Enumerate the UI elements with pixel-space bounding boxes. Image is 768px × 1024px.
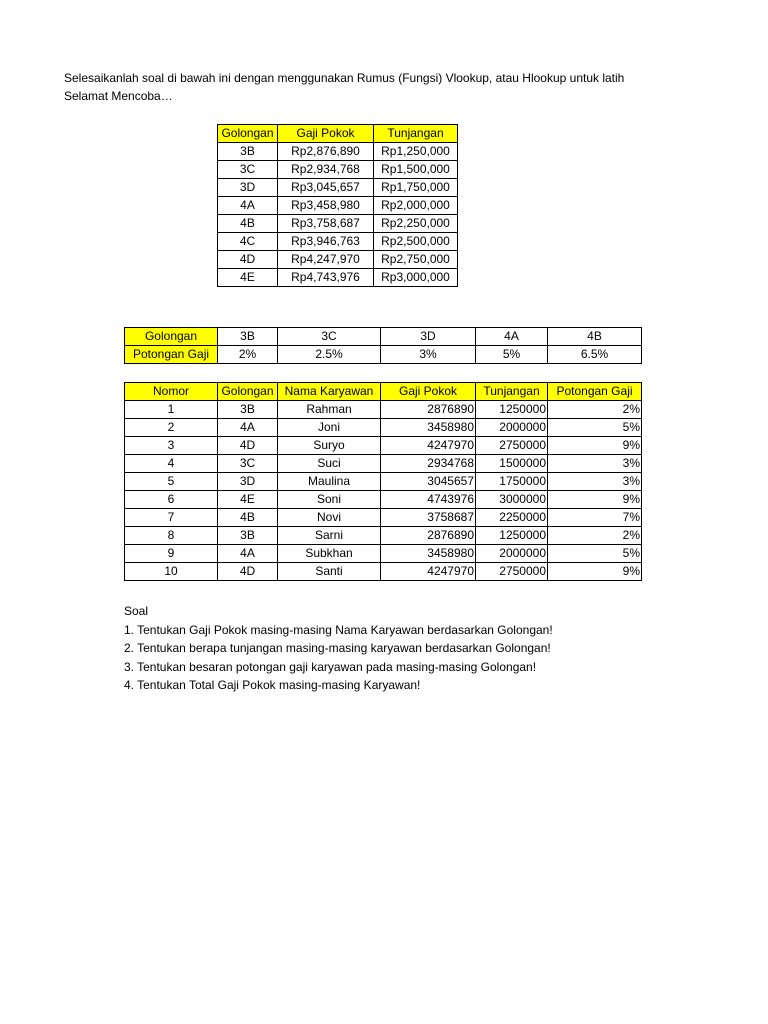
- cell[interactable]: 3%: [548, 473, 642, 491]
- instruction-line: Selamat Mencoba…: [64, 89, 173, 103]
- table-row: [125, 346, 642, 364]
- table-header-row: [125, 383, 642, 401]
- cell[interactable]: Rp3,458,980: [278, 197, 374, 215]
- cell[interactable]: 1250000: [476, 527, 548, 545]
- cell[interactable]: Novi: [278, 509, 381, 527]
- cell[interactable]: 2%: [218, 346, 278, 364]
- question-item: 4. Tentukan Total Gaji Pokok masing-masing Karyawan!: [124, 678, 421, 692]
- cell[interactable]: 4D: [218, 563, 278, 581]
- cell[interactable]: Rp2,876,890: [278, 143, 374, 161]
- table-row: [125, 473, 642, 491]
- deduction-reference-table: [124, 327, 642, 364]
- cell[interactable]: 3B: [218, 401, 278, 419]
- cell[interactable]: Rp2,750,000: [374, 251, 458, 269]
- cell[interactable]: 3458980: [381, 545, 476, 563]
- cell[interactable]: 2%: [548, 401, 642, 419]
- cell[interactable]: 2250000: [476, 509, 548, 527]
- cell[interactable]: 2876890: [381, 527, 476, 545]
- header-cell[interactable]: Tunjangan: [476, 383, 548, 401]
- cell[interactable]: 3: [125, 437, 218, 455]
- cell[interactable]: 4A: [218, 197, 278, 215]
- cell[interactable]: 5%: [548, 545, 642, 563]
- cell[interactable]: Rp1,500,000: [374, 161, 458, 179]
- cell[interactable]: 4E: [218, 269, 278, 287]
- table-row: [218, 251, 458, 269]
- table-row: [125, 419, 642, 437]
- header-cell[interactable]: Nomor: [125, 383, 218, 401]
- table-row: [218, 143, 458, 161]
- cell[interactable]: 4B: [548, 328, 642, 346]
- table-row: [125, 491, 642, 509]
- cell[interactable]: 3C: [278, 328, 381, 346]
- header-cell[interactable]: Gaji Pokok: [381, 383, 476, 401]
- cell[interactable]: 4A: [218, 545, 278, 563]
- cell[interactable]: 3C: [218, 455, 278, 473]
- cell[interactable]: 2000000: [476, 545, 548, 563]
- cell[interactable]: Rp2,250,000: [374, 215, 458, 233]
- table-row: [218, 161, 458, 179]
- row-label-cell[interactable]: Potongan Gaji: [125, 346, 218, 364]
- instructions: [64, 69, 648, 105]
- table-row: [218, 233, 458, 251]
- cell[interactable]: Sarni: [278, 527, 381, 545]
- cell[interactable]: 4A: [476, 328, 548, 346]
- cell[interactable]: 3D: [218, 473, 278, 491]
- table-row: [125, 455, 642, 473]
- cell[interactable]: 3758687: [381, 509, 476, 527]
- cell[interactable]: 1750000: [476, 473, 548, 491]
- header-cell[interactable]: Potongan Gaji: [548, 383, 642, 401]
- cell[interactable]: 3000000: [476, 491, 548, 509]
- cell[interactable]: Joni: [278, 419, 381, 437]
- cell[interactable]: Rp2,500,000: [374, 233, 458, 251]
- cell[interactable]: 3B: [218, 527, 278, 545]
- cell[interactable]: Rahman: [278, 401, 381, 419]
- question-item: 3. Tentukan besaran potongan gaji karyawan pada masing-masing Golongan!: [124, 659, 537, 674]
- cell[interactable]: Rp3,000,000: [374, 269, 458, 287]
- question-item: 1. Tentukan Gaji Pokok masing-masing Nama Karyawan berdasarkan Golongan!: [124, 622, 553, 637]
- cell[interactable]: 3D: [218, 179, 278, 197]
- cell[interactable]: Rp4,743,976: [278, 269, 374, 287]
- cell[interactable]: Maulina: [278, 473, 381, 491]
- cell[interactable]: 7: [125, 509, 218, 527]
- cell[interactable]: 2000000: [476, 419, 548, 437]
- cell[interactable]: 2.5%: [278, 346, 381, 364]
- cell[interactable]: Soni: [278, 491, 381, 509]
- cell[interactable]: 2: [125, 419, 218, 437]
- cell[interactable]: 6: [125, 491, 218, 509]
- cell[interactable]: 8: [125, 527, 218, 545]
- cell[interactable]: 3C: [218, 161, 278, 179]
- header-cell[interactable]: Nama Karyawan: [278, 383, 381, 401]
- cell[interactable]: 3458980: [381, 419, 476, 437]
- cell[interactable]: 6.5%: [548, 346, 642, 364]
- cell[interactable]: 3D: [381, 328, 476, 346]
- cell[interactable]: Suci: [278, 455, 381, 473]
- cell[interactable]: 1: [125, 401, 218, 419]
- cell[interactable]: 4D: [218, 437, 278, 455]
- question-item: 2. Tentukan berapa tunjangan masing-masing karyawan berdasarkan Golongan!: [124, 641, 551, 655]
- cell[interactable]: 5: [125, 473, 218, 491]
- cell[interactable]: 4: [125, 455, 218, 473]
- cell[interactable]: 9: [125, 545, 218, 563]
- cell[interactable]: 4B: [218, 509, 278, 527]
- cell[interactable]: 9%: [548, 491, 642, 509]
- cell[interactable]: Rp3,758,687: [278, 215, 374, 233]
- table-row: [218, 197, 458, 215]
- table-row: [125, 545, 642, 563]
- cell[interactable]: Rp2,934,768: [278, 161, 374, 179]
- cell[interactable]: 4E: [218, 491, 278, 509]
- cell[interactable]: 3B: [218, 143, 278, 161]
- cell[interactable]: 9%: [548, 437, 642, 455]
- cell[interactable]: 10: [125, 563, 218, 581]
- cell[interactable]: 3%: [381, 346, 476, 364]
- cell[interactable]: 3045657: [381, 473, 476, 491]
- cell[interactable]: 1500000: [476, 455, 548, 473]
- salary-reference-table: [217, 124, 458, 287]
- cell[interactable]: 2750000: [476, 437, 548, 455]
- cell[interactable]: Rp3,946,763: [278, 233, 374, 251]
- cell[interactable]: 2%: [548, 527, 642, 545]
- instruction-line: Selesaikanlah soal di bawah ini dengan menggunakan Rumus (Fungsi) Vlookup, atau Hlookup untuk latih: [64, 71, 625, 85]
- table-row: [125, 437, 642, 455]
- cell[interactable]: Suryo: [278, 437, 381, 455]
- questions-section: [124, 602, 553, 695]
- employee-table: [124, 382, 642, 581]
- cell[interactable]: 2876890: [381, 401, 476, 419]
- cell[interactable]: 4247970: [381, 563, 476, 581]
- cell[interactable]: 4247970: [381, 437, 476, 455]
- cell[interactable]: 2750000: [476, 563, 548, 581]
- header-cell[interactable]: Golongan: [218, 125, 278, 143]
- cell[interactable]: 4B: [218, 215, 278, 233]
- table-row: [125, 509, 642, 527]
- cell[interactable]: Rp2,000,000: [374, 197, 458, 215]
- cell[interactable]: Subkhan: [278, 545, 381, 563]
- header-cell[interactable]: Gaji Pokok: [278, 125, 374, 143]
- cell[interactable]: Rp4,247,970: [278, 251, 374, 269]
- questions-title: Soal: [124, 604, 149, 618]
- cell[interactable]: Rp3,045,657: [278, 179, 374, 197]
- table-row: [125, 527, 642, 545]
- cell[interactable]: 3B: [218, 328, 278, 346]
- table-row: [218, 269, 458, 287]
- cell[interactable]: 5%: [548, 419, 642, 437]
- cell[interactable]: Rp1,250,000: [374, 143, 458, 161]
- cell[interactable]: 7%: [548, 509, 642, 527]
- cell[interactable]: 4C: [218, 233, 278, 251]
- cell[interactable]: 3%: [548, 455, 642, 473]
- header-cell[interactable]: Golongan: [218, 383, 278, 401]
- cell[interactable]: 1250000: [476, 401, 548, 419]
- table-row: [125, 563, 642, 581]
- cell[interactable]: 4A: [218, 419, 278, 437]
- cell[interactable]: 2934768: [381, 455, 476, 473]
- table-row: [218, 179, 458, 197]
- table-row: [218, 215, 458, 233]
- cell[interactable]: Rp1,750,000: [374, 179, 458, 197]
- cell[interactable]: 5%: [476, 346, 548, 364]
- cell[interactable]: 9%: [548, 563, 642, 581]
- table-row: [125, 401, 642, 419]
- cell[interactable]: Santi: [278, 563, 381, 581]
- row-label-cell[interactable]: Golongan: [125, 328, 218, 346]
- header-cell[interactable]: Tunjangan: [374, 125, 458, 143]
- cell[interactable]: 4743976: [381, 491, 476, 509]
- table-header-row: [218, 125, 458, 143]
- cell[interactable]: 4D: [218, 251, 278, 269]
- table-row: [125, 328, 642, 346]
